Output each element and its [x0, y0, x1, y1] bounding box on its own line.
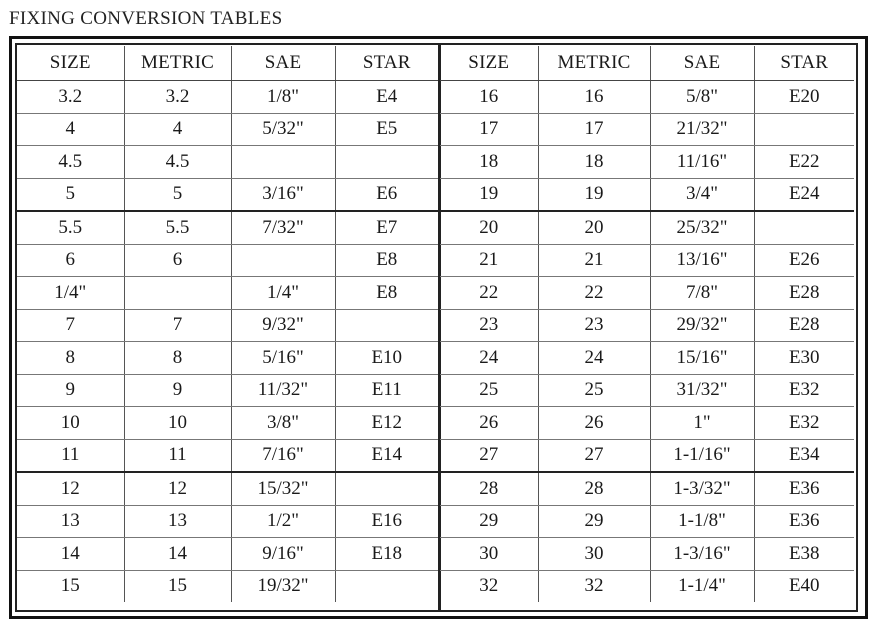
- cell-size: 16: [440, 81, 538, 114]
- cell-sae: 7/32": [231, 211, 335, 244]
- cell-sae: 7/16": [231, 439, 335, 472]
- cell-size: 5: [17, 178, 124, 211]
- cell-size: 6: [17, 244, 124, 277]
- table-row: [440, 570, 854, 602]
- cell-size: 7: [17, 309, 124, 342]
- cell-sae: 31/32": [650, 374, 754, 407]
- cell-metric: 17: [538, 113, 650, 146]
- cell-sae: 25/32": [650, 211, 754, 244]
- cell-star: E8: [335, 244, 438, 277]
- cell-star: E10: [335, 342, 438, 375]
- page-title: FIXING CONVERSION TABLES: [9, 8, 283, 29]
- cell-size: 28: [440, 472, 538, 505]
- table-row: [440, 505, 854, 538]
- cell-metric: 19: [538, 178, 650, 211]
- header-size: SIZE: [440, 46, 538, 81]
- cell-metric: 20: [538, 211, 650, 244]
- header-row: [17, 46, 438, 81]
- table-row: [17, 570, 438, 602]
- cell-sae: 5/8": [650, 81, 754, 114]
- cell-star: [335, 309, 438, 342]
- header-sae: SAE: [650, 46, 754, 81]
- cell-sae: 9/32": [231, 309, 335, 342]
- cell-size: 21: [440, 244, 538, 277]
- conversion-table-frame: [9, 36, 868, 619]
- table-row: [17, 439, 438, 472]
- cell-size: 22: [440, 277, 538, 310]
- table-row: [440, 342, 854, 375]
- cell-star: E38: [754, 538, 854, 571]
- table-row: [440, 277, 854, 310]
- cell-sae: 5/32": [231, 113, 335, 146]
- cell-sae: 29/32": [650, 309, 754, 342]
- cell-sae: 1/2": [231, 505, 335, 538]
- cell-sae: 5/16": [231, 342, 335, 375]
- cell-metric: 24: [538, 342, 650, 375]
- cell-star: E20: [754, 81, 854, 114]
- cell-sae: 1-1/8": [650, 505, 754, 538]
- cell-star: E28: [754, 309, 854, 342]
- cell-metric: 11: [124, 439, 231, 472]
- cell-sae: 3/4": [650, 178, 754, 211]
- cell-size: 10: [17, 407, 124, 440]
- cell-star: E12: [335, 407, 438, 440]
- cell-star: [754, 113, 854, 146]
- cell-metric: 15: [124, 570, 231, 602]
- table-row: [440, 146, 854, 179]
- cell-sae: 15/32": [231, 472, 335, 505]
- table-row: [17, 211, 438, 244]
- cell-sae: 19/32": [231, 570, 335, 602]
- table-row: [440, 244, 854, 277]
- cell-metric: 30: [538, 538, 650, 571]
- cell-size: 29: [440, 505, 538, 538]
- cell-metric: 25: [538, 374, 650, 407]
- cell-metric: 23: [538, 309, 650, 342]
- cell-star: E7: [335, 211, 438, 244]
- table-row: [440, 309, 854, 342]
- cell-star: [335, 472, 438, 505]
- cell-star: E30: [754, 342, 854, 375]
- cell-star: E32: [754, 407, 854, 440]
- cell-size: 15: [17, 570, 124, 602]
- cell-star: E34: [754, 439, 854, 472]
- cell-star: [335, 146, 438, 179]
- cell-metric: 22: [538, 277, 650, 310]
- cell-sae: 3/8": [231, 407, 335, 440]
- cell-sae: 1/8": [231, 81, 335, 114]
- cell-size: 9: [17, 374, 124, 407]
- table-row: [440, 538, 854, 571]
- table-row: [17, 407, 438, 440]
- table-row: [440, 472, 854, 505]
- table-row: [440, 439, 854, 472]
- cell-metric: 26: [538, 407, 650, 440]
- cell-metric: 14: [124, 538, 231, 571]
- cell-metric: 8: [124, 342, 231, 375]
- cell-star: E36: [754, 472, 854, 505]
- cell-star: E16: [335, 505, 438, 538]
- cell-sae: 9/16": [231, 538, 335, 571]
- cell-star: E11: [335, 374, 438, 407]
- cell-size: 14: [17, 538, 124, 571]
- cell-star: [335, 570, 438, 602]
- cell-star: E14: [335, 439, 438, 472]
- cell-star: E28: [754, 277, 854, 310]
- cell-size: 11: [17, 439, 124, 472]
- cell-metric: 7: [124, 309, 231, 342]
- cell-size: 26: [440, 407, 538, 440]
- cell-metric: 27: [538, 439, 650, 472]
- cell-size: 27: [440, 439, 538, 472]
- cell-sae: 1-1/16": [650, 439, 754, 472]
- header-star: STAR: [335, 46, 438, 81]
- cell-star: E26: [754, 244, 854, 277]
- header-sae: SAE: [231, 46, 335, 81]
- cell-metric: 5.5: [124, 211, 231, 244]
- cell-sae: 1/4": [231, 277, 335, 310]
- cell-size: 25: [440, 374, 538, 407]
- table-row: [17, 374, 438, 407]
- cell-size: 17: [440, 113, 538, 146]
- cell-sae: 1-3/32": [650, 472, 754, 505]
- header-metric: METRIC: [538, 46, 650, 81]
- cell-metric: 12: [124, 472, 231, 505]
- cell-metric: [124, 277, 231, 310]
- header-star: STAR: [754, 46, 854, 81]
- header-metric: METRIC: [124, 46, 231, 81]
- table-row: [17, 81, 438, 114]
- cell-star: E18: [335, 538, 438, 571]
- table-row: [17, 309, 438, 342]
- table-row: [440, 374, 854, 407]
- cell-star: [754, 211, 854, 244]
- cell-metric: 29: [538, 505, 650, 538]
- cell-sae: 11/32": [231, 374, 335, 407]
- cell-sae: 3/16": [231, 178, 335, 211]
- cell-metric: 18: [538, 146, 650, 179]
- cell-metric: 9: [124, 374, 231, 407]
- cell-metric: 4.5: [124, 146, 231, 179]
- table-row: [440, 178, 854, 211]
- cell-size: 1/4": [17, 277, 124, 310]
- cell-star: E6: [335, 178, 438, 211]
- cell-size: 13: [17, 505, 124, 538]
- table-row: [440, 211, 854, 244]
- cell-metric: 10: [124, 407, 231, 440]
- cell-sae: 1-3/16": [650, 538, 754, 571]
- cell-size: 19: [440, 178, 538, 211]
- cell-size: 20: [440, 211, 538, 244]
- cell-metric: 21: [538, 244, 650, 277]
- cell-star: E32: [754, 374, 854, 407]
- cell-sae: 1": [650, 407, 754, 440]
- table-row: [17, 342, 438, 375]
- cell-star: E22: [754, 146, 854, 179]
- table-row: [17, 244, 438, 277]
- cell-metric: 5: [124, 178, 231, 211]
- header-size: SIZE: [17, 46, 124, 81]
- cell-metric: 4: [124, 113, 231, 146]
- cell-size: 5.5: [17, 211, 124, 244]
- cell-metric: 32: [538, 570, 650, 602]
- cell-star: E5: [335, 113, 438, 146]
- cell-metric: 16: [538, 81, 650, 114]
- cell-star: E4: [335, 81, 438, 114]
- table-row: [17, 538, 438, 571]
- cell-sae: [231, 244, 335, 277]
- cell-sae: 1-1/4": [650, 570, 754, 602]
- cell-star: E8: [335, 277, 438, 310]
- table-row: [17, 113, 438, 146]
- cell-sae: 15/16": [650, 342, 754, 375]
- cell-metric: 3.2: [124, 81, 231, 114]
- table-row: [440, 113, 854, 146]
- cell-star: E24: [754, 178, 854, 211]
- cell-sae: 21/32": [650, 113, 754, 146]
- cell-sae: 11/16": [650, 146, 754, 179]
- table-row: [17, 472, 438, 505]
- cell-size: 4: [17, 113, 124, 146]
- left-conversion-table: [17, 46, 438, 602]
- cell-size: 12: [17, 472, 124, 505]
- cell-star: E40: [788, 575, 820, 597]
- cell-metric: 6: [124, 244, 231, 277]
- cell-star: E36: [754, 505, 854, 538]
- cell-size: 4.5: [17, 146, 124, 179]
- table-row: [17, 146, 438, 179]
- cell-size: 8: [17, 342, 124, 375]
- cell-size: 3.2: [17, 81, 124, 114]
- cell-size: 24: [440, 342, 538, 375]
- table-row: [440, 407, 854, 440]
- right-conversion-table: [440, 46, 854, 602]
- cell-sae: 13/16": [650, 244, 754, 277]
- table-row: [17, 277, 438, 310]
- cell-size: 18: [440, 146, 538, 179]
- header-row: [440, 46, 854, 81]
- table-row: [17, 178, 438, 211]
- cell-metric: 13: [124, 505, 231, 538]
- cell-size: 23: [440, 309, 538, 342]
- cell-size: 32: [440, 570, 538, 602]
- table-row: [440, 81, 854, 114]
- table-row: [17, 505, 438, 538]
- cell-metric: 28: [538, 472, 650, 505]
- cell-size: 30: [440, 538, 538, 571]
- cell-sae: 7/8": [650, 277, 754, 310]
- cell-sae: [231, 146, 335, 179]
